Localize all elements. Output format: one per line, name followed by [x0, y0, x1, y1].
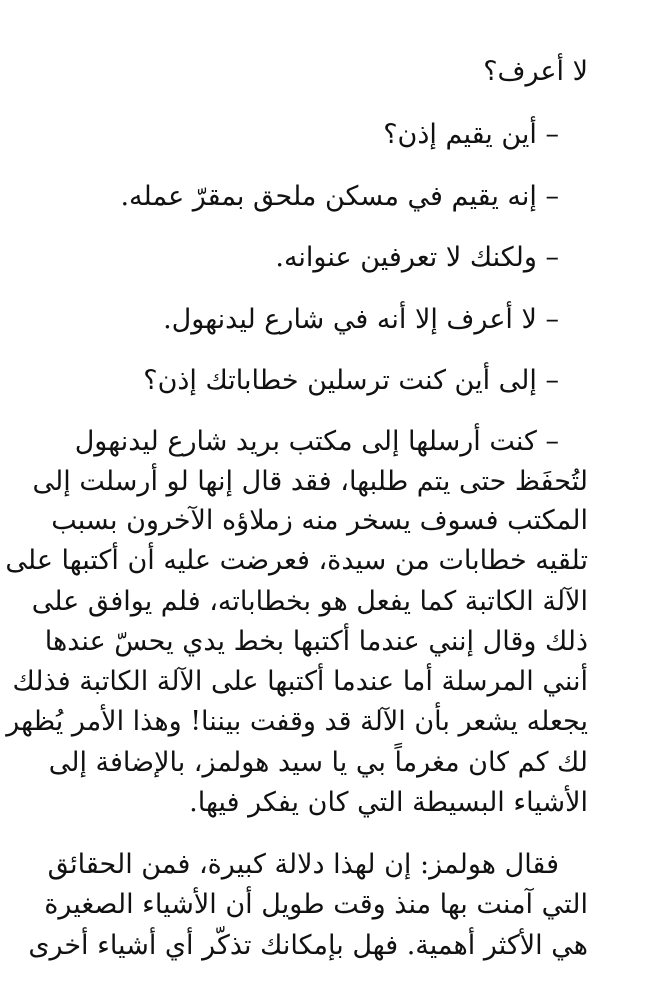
text-line: الآلة الكاتبة كما يفعل هو بخطاباته، فلم يوافق على [31, 586, 588, 617]
dialogue-line: – كنت أرسلها إلى مكتب بريد شارع ليدنهول [74, 426, 559, 457]
dialogue-line: – ولكنك لا تعرفين عنوانه. [275, 242, 559, 273]
text-line: لا أعرف؟ [483, 56, 588, 87]
dialogue-line: – إنه يقيم في مسكن ملحق بمقرّ عمله. [120, 181, 559, 212]
text-line: المكتب فسوف يسخر منه زملاؤه الآخرون بسبب [51, 505, 588, 536]
text-line: لك كم كان مغرماً بي يا سيد هولمز، بالإضافة إلى [48, 747, 588, 778]
text-line: فقال هولمز: إن لهذا دلالة كبيرة، فمن الحقائق [47, 849, 559, 880]
text-line: يجعله يشعر بأن الآلة قد وقفت بيننا! وهذا الأمر يُظهر [6, 706, 588, 737]
text-line: الأشياء البسيطة التي كان يفكر فيها. [189, 787, 588, 818]
dialogue-line: – أين يقيم إذن؟ [383, 119, 559, 150]
text-line: تلقيه خطابات من سيدة، فعرضت عليه أن أكتبها على [5, 545, 588, 576]
text-line: أنني المرسلة أما عندما أكتبها على الآلة الكاتبة فذلك [12, 666, 588, 697]
text-line: ذلك وقال إنني عندما أكتبها بخط يدي يحسّ عندها [44, 626, 588, 657]
text-line: هي الأكثر أهمية. فهل بإمكانك تذكّر أي أشياء أخرى [28, 930, 588, 961]
dialogue-line: – إلى أين كنت ترسلين خطاباتك إذن؟ [143, 365, 559, 396]
dialogue-line: – لا أعرف إلا أنه في شارع ليدنهول. [163, 304, 559, 335]
text-line: لتُحفَظ حتى يتم طلبها، فقد قال إنها لو أرسلت إلى [32, 466, 588, 497]
text-line: التي آمنت بها منذ وقت طويل أن الأشياء الصغيرة [44, 889, 588, 920]
